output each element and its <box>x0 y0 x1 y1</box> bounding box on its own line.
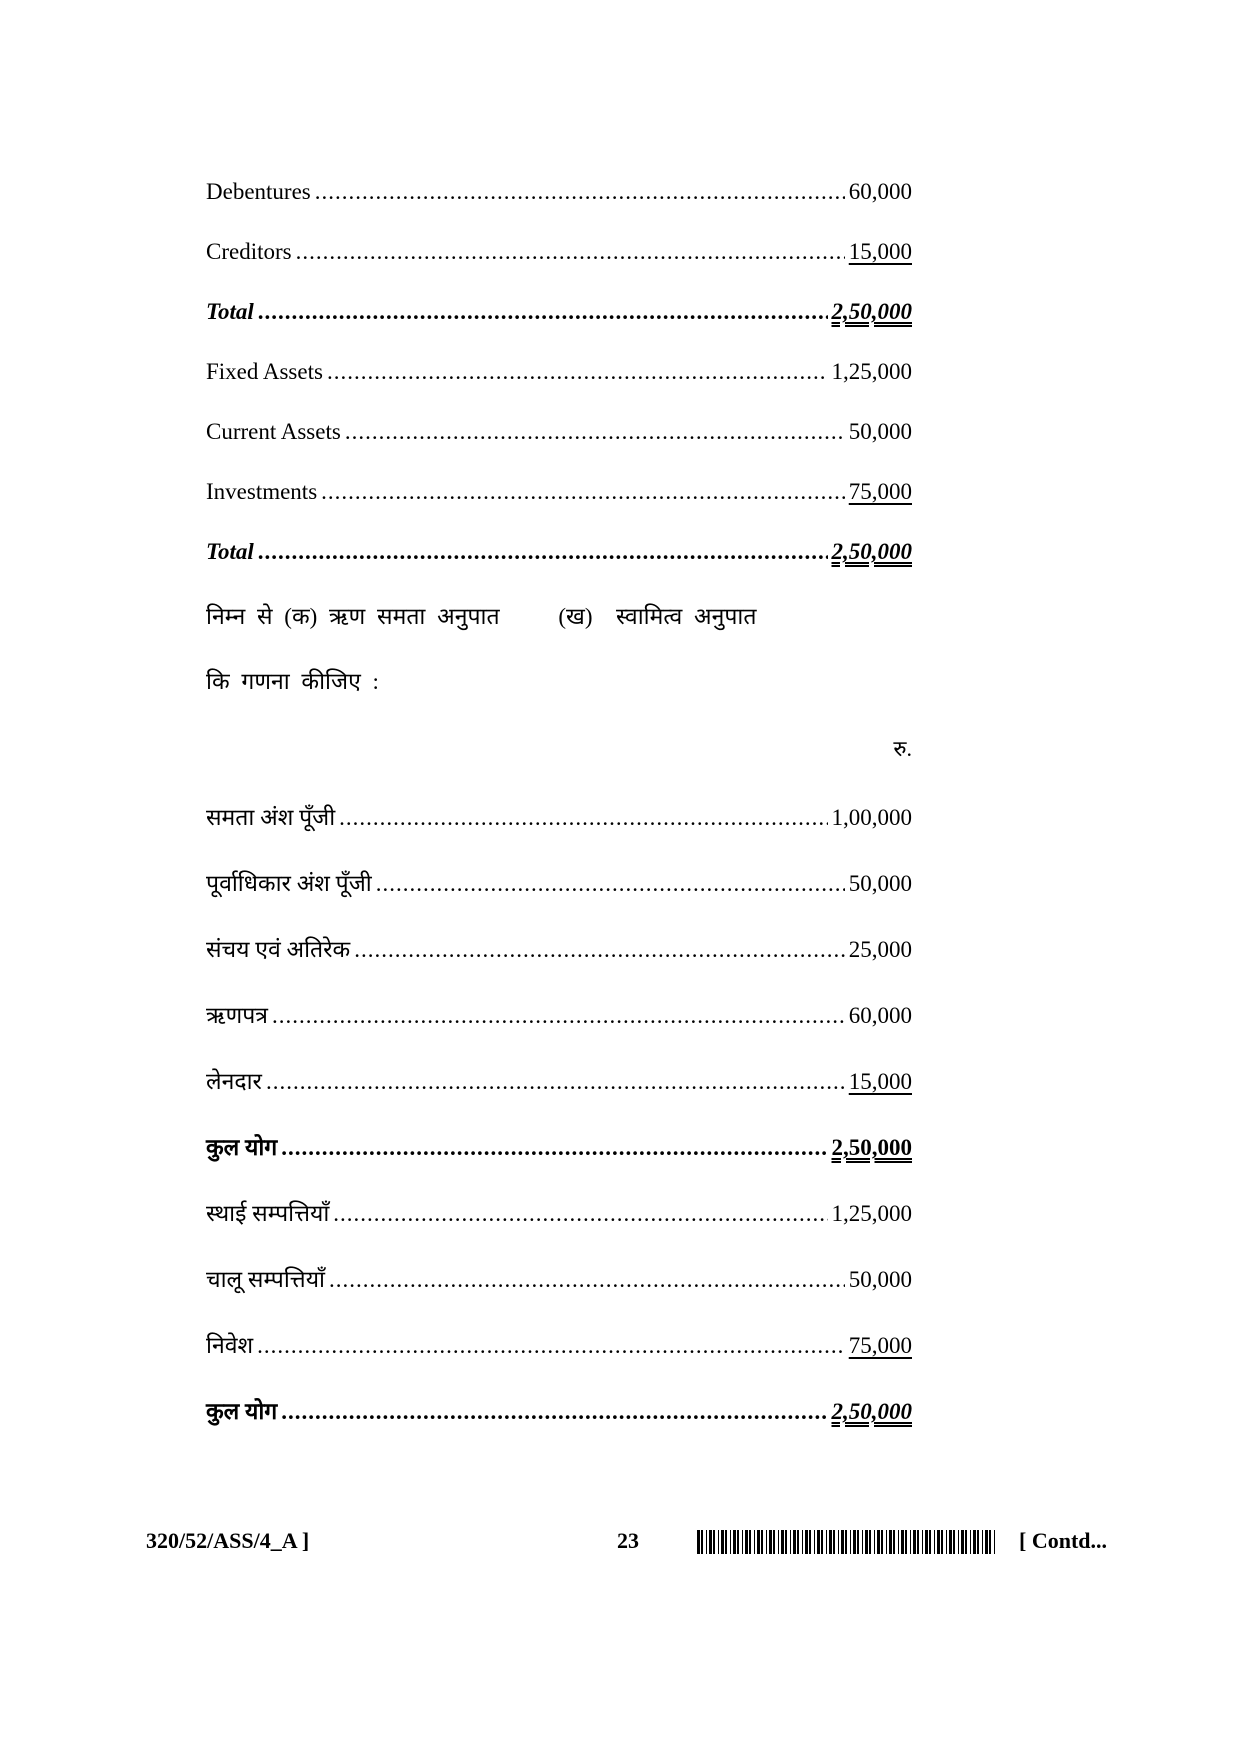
row-creditors <box>206 237 912 267</box>
row-total-liabilities <box>206 297 912 327</box>
row-total-assets-hindi <box>206 1397 912 1427</box>
barcode-bar <box>982 1530 983 1554</box>
barcode-bar <box>989 1530 991 1554</box>
barcode-bar <box>869 1530 871 1554</box>
row-amount: 2,50,000 <box>831 1135 912 1160</box>
barcode-bar <box>721 1530 724 1554</box>
barcode-bar <box>797 1530 799 1554</box>
barcode-bar <box>826 1530 827 1554</box>
barcode-bar <box>917 1530 919 1554</box>
barcode-bar <box>970 1530 971 1554</box>
row-amount: 60,000 <box>848 179 912 204</box>
barcode-bar <box>713 1530 715 1554</box>
row-fixed-assets-hindi <box>206 1199 912 1229</box>
barcode-bar <box>802 1530 803 1554</box>
row-amount: 2,50,000 <box>831 539 912 564</box>
leader-dots <box>329 1265 845 1295</box>
leader-dots <box>281 1397 827 1427</box>
barcode-bar <box>778 1530 779 1554</box>
barcode-bar <box>941 1530 943 1554</box>
currency-label: रु. <box>893 736 912 761</box>
barcode-bar <box>853 1530 856 1554</box>
leader-dots <box>354 935 845 965</box>
leader-dots <box>345 417 845 447</box>
barcode-bar <box>790 1530 791 1554</box>
row-label: निवेश <box>206 1333 254 1358</box>
row-label: Investments <box>206 479 318 504</box>
barcode-bar <box>977 1530 979 1554</box>
row-label: कुल योग <box>206 1399 278 1424</box>
row-amount: 50,000 <box>848 871 912 896</box>
barcode-bar <box>697 1530 700 1554</box>
barcode-bar <box>946 1530 947 1554</box>
row-amount: 75,000 <box>848 479 912 504</box>
barcode-bar <box>785 1530 787 1554</box>
barcode-bar <box>973 1530 976 1554</box>
row-equity-share-capital <box>206 803 912 833</box>
row-label: समता अंश पूँजी <box>206 805 336 830</box>
barcode-bar <box>857 1530 859 1554</box>
barcode-bar <box>725 1530 727 1554</box>
barcode-bar <box>874 1530 875 1554</box>
row-total-liabilities-hindi <box>206 1133 912 1163</box>
row-amount: 75,000 <box>848 1333 912 1358</box>
leader-dots <box>296 237 845 267</box>
barcode-bar <box>833 1530 835 1554</box>
barcode-bar <box>893 1530 895 1554</box>
barcode-bar <box>961 1530 964 1554</box>
barcode-bar <box>749 1530 751 1554</box>
row-amount: 1,25,000 <box>831 1201 912 1226</box>
barcode-bar <box>742 1530 743 1554</box>
barcode-bar <box>862 1530 863 1554</box>
barcode-bar <box>965 1530 967 1554</box>
barcode-bar <box>809 1530 811 1554</box>
barcode-bar <box>730 1530 731 1554</box>
barcode-bar <box>814 1530 815 1554</box>
leader-dots <box>315 177 845 207</box>
barcode-bar <box>994 1530 995 1554</box>
barcode-bar <box>881 1530 883 1554</box>
row-investments <box>206 477 912 507</box>
barcode-bar <box>773 1530 775 1554</box>
leader-dots <box>258 297 828 327</box>
row-current-assets-hindi <box>206 1265 912 1295</box>
row-debentures-hindi <box>206 1001 912 1031</box>
row-amount: 50,000 <box>848 419 912 444</box>
row-investments-hindi <box>206 1331 912 1361</box>
row-label: कुल योग <box>206 1135 278 1160</box>
leader-dots <box>333 1199 827 1229</box>
question-line-1: निम्न से (क) ऋण समता अनुपात (ख) स्वामित्व अनुपात <box>206 604 757 629</box>
row-label: Debentures <box>206 179 311 204</box>
barcode-bar <box>745 1530 748 1554</box>
leader-dots <box>281 1133 827 1163</box>
row-label: पूर्वाधिकार अंश पूँजी <box>206 871 372 896</box>
leader-dots <box>257 1331 845 1361</box>
row-debentures <box>206 177 912 207</box>
barcode-bar <box>949 1530 952 1554</box>
barcode-bar <box>913 1530 916 1554</box>
barcode-bar <box>985 1530 988 1554</box>
row-amount: 15,000 <box>848 239 912 264</box>
barcode-bar <box>929 1530 931 1554</box>
barcode-bar <box>850 1530 851 1554</box>
barcode-bar <box>910 1530 911 1554</box>
leader-dots <box>376 869 845 899</box>
row-creditors-hindi <box>206 1067 912 1097</box>
row-label: Total <box>206 539 254 564</box>
barcode-bar <box>901 1530 904 1554</box>
barcode-bar <box>829 1530 832 1554</box>
barcode-bar <box>757 1530 760 1554</box>
barcode-bar <box>769 1530 772 1554</box>
page-number: 23 <box>617 1528 639 1553</box>
barcode-bar <box>889 1530 892 1554</box>
barcode-bar <box>934 1530 935 1554</box>
barcode-bar <box>905 1530 907 1554</box>
row-amount: 2,50,000 <box>831 1399 912 1424</box>
leader-dots <box>339 803 827 833</box>
row-fixed-assets <box>206 357 912 387</box>
barcode-bar <box>953 1530 955 1554</box>
row-label: Total <box>206 299 254 324</box>
barcode-bar <box>922 1530 923 1554</box>
barcode-image <box>697 1530 1000 1554</box>
leader-dots <box>327 357 828 387</box>
row-amount: 2,50,000 <box>831 299 912 324</box>
barcode-bar <box>706 1530 707 1554</box>
question-line-2: कि गणना कीजिए : <box>206 669 379 694</box>
leader-dots <box>258 537 828 567</box>
barcode-bar <box>898 1530 899 1554</box>
barcode-bar <box>821 1530 823 1554</box>
row-amount: 25,000 <box>848 937 912 962</box>
row-label: Creditors <box>206 239 292 264</box>
barcode-bar <box>805 1530 808 1554</box>
row-label: ऋणपत्र <box>206 1003 269 1028</box>
leader-dots <box>321 477 845 507</box>
barcode-bar <box>766 1530 767 1554</box>
barcode-bar <box>886 1530 887 1554</box>
barcode-bar <box>817 1530 820 1554</box>
barcode-bar <box>781 1530 784 1554</box>
barcode-bar <box>845 1530 847 1554</box>
barcode-bar <box>709 1530 712 1554</box>
row-label: चालू सम्पत्तियाँ <box>206 1267 326 1292</box>
row-preference-share-capital <box>206 869 912 899</box>
barcode-bar <box>793 1530 796 1554</box>
barcode-bar <box>865 1530 868 1554</box>
barcode-bar <box>841 1530 844 1554</box>
barcode-bar <box>737 1530 739 1554</box>
row-current-assets <box>206 417 912 447</box>
leader-dots <box>272 1001 845 1031</box>
barcode-bar <box>925 1530 928 1554</box>
row-amount: 1,25,000 <box>831 359 912 384</box>
row-label: संचय एवं अतिरेक <box>206 937 351 962</box>
barcode-bar <box>733 1530 736 1554</box>
row-label: स्थाई सम्पत्तियाँ <box>206 1201 330 1226</box>
barcode-bar <box>701 1530 703 1554</box>
barcode-bar <box>754 1530 755 1554</box>
row-amount: 15,000 <box>848 1069 912 1094</box>
barcode-bar <box>877 1530 880 1554</box>
row-reserves-surplus <box>206 935 912 965</box>
row-label: Fixed Assets <box>206 359 323 384</box>
row-label: लेनदार <box>206 1069 262 1094</box>
row-total-assets <box>206 537 912 567</box>
leader-dots <box>266 1067 845 1097</box>
barcode-bar <box>761 1530 763 1554</box>
row-label: Current Assets <box>206 419 341 444</box>
barcode-bar <box>958 1530 959 1554</box>
barcode-bar <box>937 1530 940 1554</box>
row-amount: 1,00,000 <box>831 805 912 830</box>
continued-label: [ Contd... <box>1019 1528 1108 1553</box>
row-amount: 60,000 <box>848 1003 912 1028</box>
barcode-bar <box>718 1530 719 1554</box>
row-amount: 50,000 <box>848 1267 912 1292</box>
paper-code: 320/52/ASS/4_A ] <box>146 1528 310 1553</box>
barcode-bar <box>838 1530 839 1554</box>
